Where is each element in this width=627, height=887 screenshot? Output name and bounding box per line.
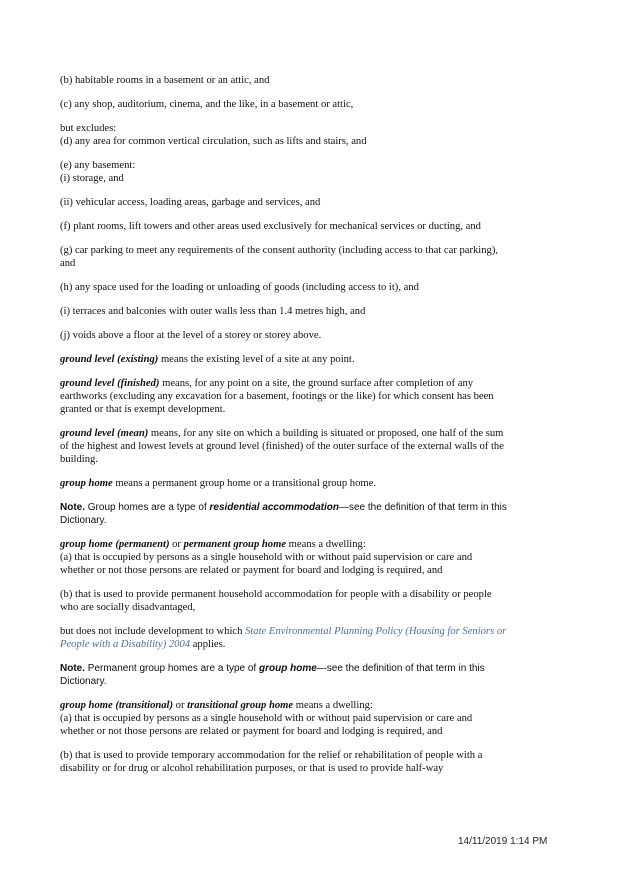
note-term-residential-accommodation: residential accommodation bbox=[209, 502, 339, 513]
basement-block bbox=[60, 159, 560, 185]
term-ground-level-mean: ground level (mean) bbox=[60, 428, 149, 439]
definition-ground-level-finished bbox=[60, 377, 560, 416]
item-b-text: (b) that is used to provide temporary accommodation for the relief or rehabilitation of people with a bbox=[60, 750, 483, 761]
definition-group-home bbox=[60, 477, 560, 490]
item-g-line2: and bbox=[60, 258, 76, 269]
item-i-terraces: (i) terraces and balconies with outer walls less than 1.4 metres high, and bbox=[60, 306, 366, 317]
item-f-plant: (f) plant rooms, lift towers and other areas used exclusively for mechanical services or ducting, and bbox=[60, 221, 481, 232]
term-group-home-transitional: group home (transitional) bbox=[60, 700, 174, 711]
item-j-voids: (j) voids above a floor at the level of a storey or storey above. bbox=[60, 330, 322, 341]
definition-ground-level-mean bbox=[60, 427, 560, 466]
definition-text: or bbox=[169, 539, 184, 550]
but-excludes-text: but excludes: bbox=[60, 123, 117, 134]
item-i-storage: (i) storage, and bbox=[60, 173, 124, 184]
sepp-link-continued[interactable]: People with a Disability) 2004 bbox=[60, 639, 191, 650]
term-ground-level-finished: ground level (finished) bbox=[60, 378, 160, 389]
note-term-group-home: group home bbox=[259, 663, 317, 674]
note-permanent-group-homes bbox=[60, 662, 560, 688]
item-g-line1: (g) car parking to meet any requirements of the consent authority (including access to that car parking), bbox=[60, 245, 499, 256]
item-e-basement: (e) any basement: bbox=[60, 160, 136, 171]
definition-text: means, for any site on which a building is situated or proposed, one half of the sum bbox=[148, 428, 504, 439]
note-label: Note. bbox=[60, 663, 85, 674]
definition-group-home-transitional bbox=[60, 699, 560, 775]
item-a-text: (a) that is occupied by persons as a single household with or without paid supervision or care and bbox=[60, 552, 473, 563]
definition-text: means a permanent group home or a transitional group home. bbox=[112, 478, 376, 489]
definition-text: means, for any point on a site, the ground surface after completion of any bbox=[159, 378, 474, 389]
definition-ground-level-existing bbox=[60, 353, 560, 366]
item-b-text: (b) that is used to provide permanent household accommodation for people with a disability or people bbox=[60, 589, 492, 600]
definition-text: means a dwelling: bbox=[293, 700, 373, 711]
item-a-text: whether or not those persons are related or payment for board and lodging is required, and bbox=[60, 726, 443, 737]
item-a-text: (a) that is occupied by persons as a single household with or without paid supervision or care and bbox=[60, 713, 473, 724]
definition-text: means a dwelling: bbox=[286, 539, 366, 550]
definition-text: earthworks (excluding any excavation for a basement, footings or the like) for which consent has been bbox=[60, 391, 494, 402]
note-text: Group homes are a type of bbox=[85, 502, 210, 513]
sepp-link[interactable]: State Environmental Planning Policy (Housing for Seniors or bbox=[245, 626, 507, 637]
definition-text: building. bbox=[60, 454, 98, 465]
note-text: Dictionary. bbox=[60, 676, 107, 687]
definition-text: or bbox=[173, 700, 188, 711]
note-text: Permanent group homes are a type of bbox=[85, 663, 259, 674]
note-label: Note. bbox=[60, 502, 85, 513]
definition-text: granted or that is exempt development. bbox=[60, 404, 226, 415]
definition-group-home-permanent bbox=[60, 538, 560, 651]
print-timestamp: 14/11/2019 1:14 PM bbox=[458, 836, 548, 847]
item-ii-vehicular: (ii) vehicular access, loading areas, garbage and services, and bbox=[60, 197, 321, 208]
item-h-space: (h) any space used for the loading or unloading of goods (including access to it), and bbox=[60, 282, 419, 293]
item-b-text: disability or for drug or alcohol rehabilitation purposes, or that is used to provide half-way bbox=[60, 763, 444, 774]
excludes-block bbox=[60, 122, 560, 148]
term-transitional-group-home: transitional group home bbox=[187, 700, 294, 711]
item-g-car-parking bbox=[60, 244, 560, 270]
item-b-text: who are socially disadvantaged, bbox=[60, 602, 196, 613]
term-group-home: group home bbox=[60, 478, 113, 489]
term-ground-level-existing: ground level (existing) bbox=[60, 354, 159, 365]
item-b-habitable: (b) habitable rooms in a basement or an attic, and bbox=[60, 75, 270, 86]
note-text: Dictionary. bbox=[60, 515, 107, 526]
definition-text: means the existing level of a site at any point. bbox=[158, 354, 355, 365]
note-text: —see the definition of that term in this bbox=[339, 502, 507, 513]
definition-text: of the highest and lowest levels at ground level (finished) of the outer surface of the external walls of the bbox=[60, 441, 504, 452]
note-group-homes bbox=[60, 501, 560, 527]
item-a-text: whether or not those persons are related or payment for board and lodging is required, and bbox=[60, 565, 443, 576]
term-group-home-permanent: group home (permanent) bbox=[60, 539, 170, 550]
note-text: —see the definition of that term in this bbox=[316, 663, 485, 674]
term-permanent-group-home: permanent group home bbox=[183, 539, 287, 550]
document-page bbox=[60, 74, 560, 775]
definition-text: but does not include development to which bbox=[60, 626, 246, 637]
item-c-shop: (c) any shop, auditorium, cinema, and the like, in a basement or attic, bbox=[60, 99, 354, 110]
item-d-area: (d) any area for common vertical circulation, such as lifts and stairs, and bbox=[60, 136, 367, 147]
definition-text: applies. bbox=[190, 639, 226, 650]
